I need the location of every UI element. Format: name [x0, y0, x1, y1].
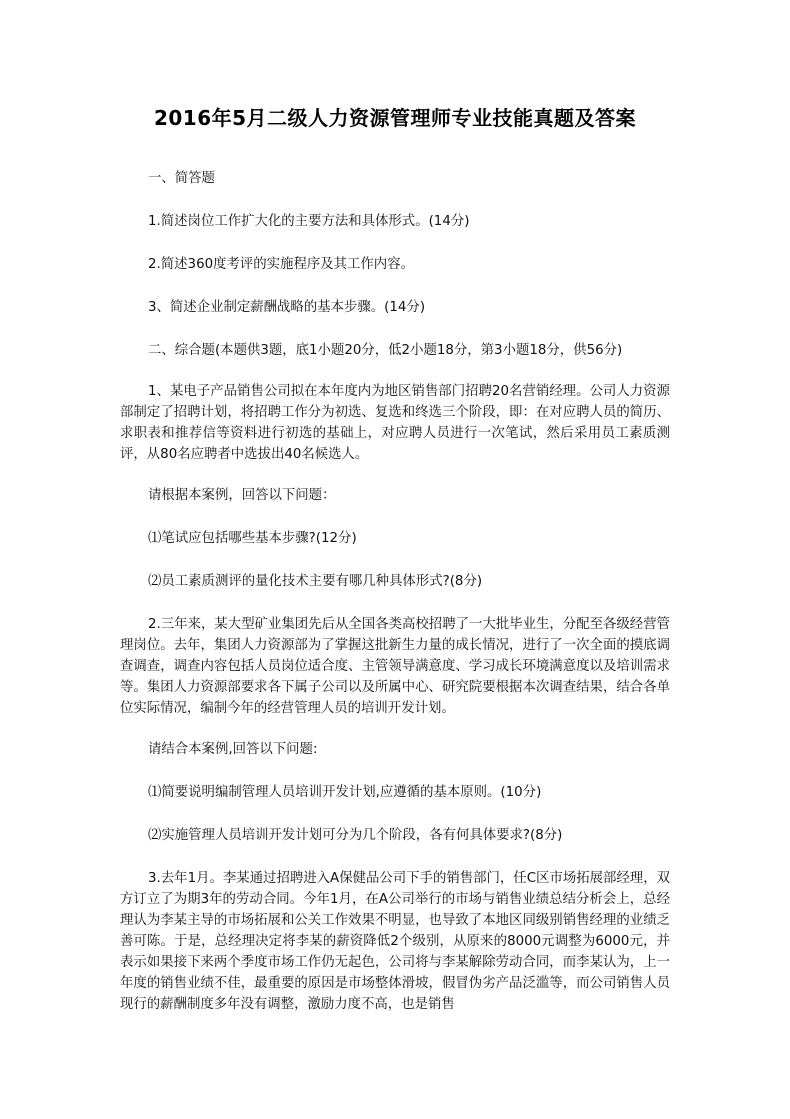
case-1-question-1: ⑴笔试应包括哪些基本步骤?(12分) [148, 531, 357, 546]
case-2-question-1: ⑴简要说明编制管理人员培训开发计划,应遵循的基本原则。(10分) [148, 785, 542, 800]
case-3-text: 3.去年1月。李某通过招聘进入A保健品公司下手的销售部门，任C区市场拓展部经理，双方订立了为期3年的劳动合同。今年1月，在A公司举行的市场与销售业绩总结分析会上，总经理认为李某主导的市场拓展和公关工作效果不明显，也导致了本地区同级别销售经理的业绩乏善可陈。于是，总经理决定将李某的薪资降低2个级别，从原来的8000元调整为6000元，并表示如果接下来两个季度市场工作仍无起色，公司将与李某解除劳动合同，而李某认为，上一年度的销售业绩不佳，最重要的原因是市场整体滑坡，假冒伪劣产品泛滥等，而公司销售人员现行的薪酬制度多年没有调整，激励力度不高，也是销售 [120, 871, 670, 1012]
case-2-question-2: ⑵实施管理人员培训开发计划可分为几个阶段，各有何具体要求?(8分) [148, 828, 563, 843]
document-title: 2016年5月二级人力资源管理师专业技能真题及答案 [153, 106, 637, 130]
case-2-text: 2.三年来，某大型矿业集团先后从全国各类高校招聘了一大批毕业生，分配至各级经营管理岗位。去年，集团人力资源部为了掌握这批新生力量的成长情况，进行了一次全面的摸底调查调查，调查内容包括人员岗位适合度、主管领导满意度、学习成长环境满意度以及培训需求等。集团人力资源部要求各下属子公司以及所属中心、研究院要根据本次调查结果，结合各单位实际情况，编制今年的经营管理人员的培训开发计划。 [120, 617, 670, 716]
case-1-question-2: ⑵员工素质测评的量化技术主要有哪几种具体形式?(8分) [148, 574, 483, 589]
question-3: 3、简述企业制定薪酬战略的基本步骤。(14分) [148, 300, 426, 315]
case-1-prompt: 请根据本案例，回答以下问题： [148, 488, 336, 503]
question-1: 1.简述岗位工作扩大化的主要方法和具体形式。(14分) [148, 214, 470, 229]
case-1-text: 1、某电子产品销售公司拟在本年度内为地区销售部门招聘20名营销经理。公司人力资源部制定了招聘计划，将招聘工作分为初选、复选和终选三个阶段，即：在对应聘人员的简历、求职表和推荐信等资料进行初选的基础上，对应聘人员进行一次笔试，然后采用员工素质测评，从80名应聘者中选拔出40名候选人。 [120, 384, 670, 462]
section-heading-comprehensive: 二、综合题(本题供3题，底1小题20分，低2小题18分，第3小题18分，供56分) [148, 343, 623, 358]
case-2-prompt: 请结合本案例,回答以下问题: [148, 742, 318, 757]
section-heading-short-answer: 一、简答题 [148, 171, 215, 186]
question-2: 2.简述360度考评的实施程序及其工作内容。 [148, 257, 414, 272]
